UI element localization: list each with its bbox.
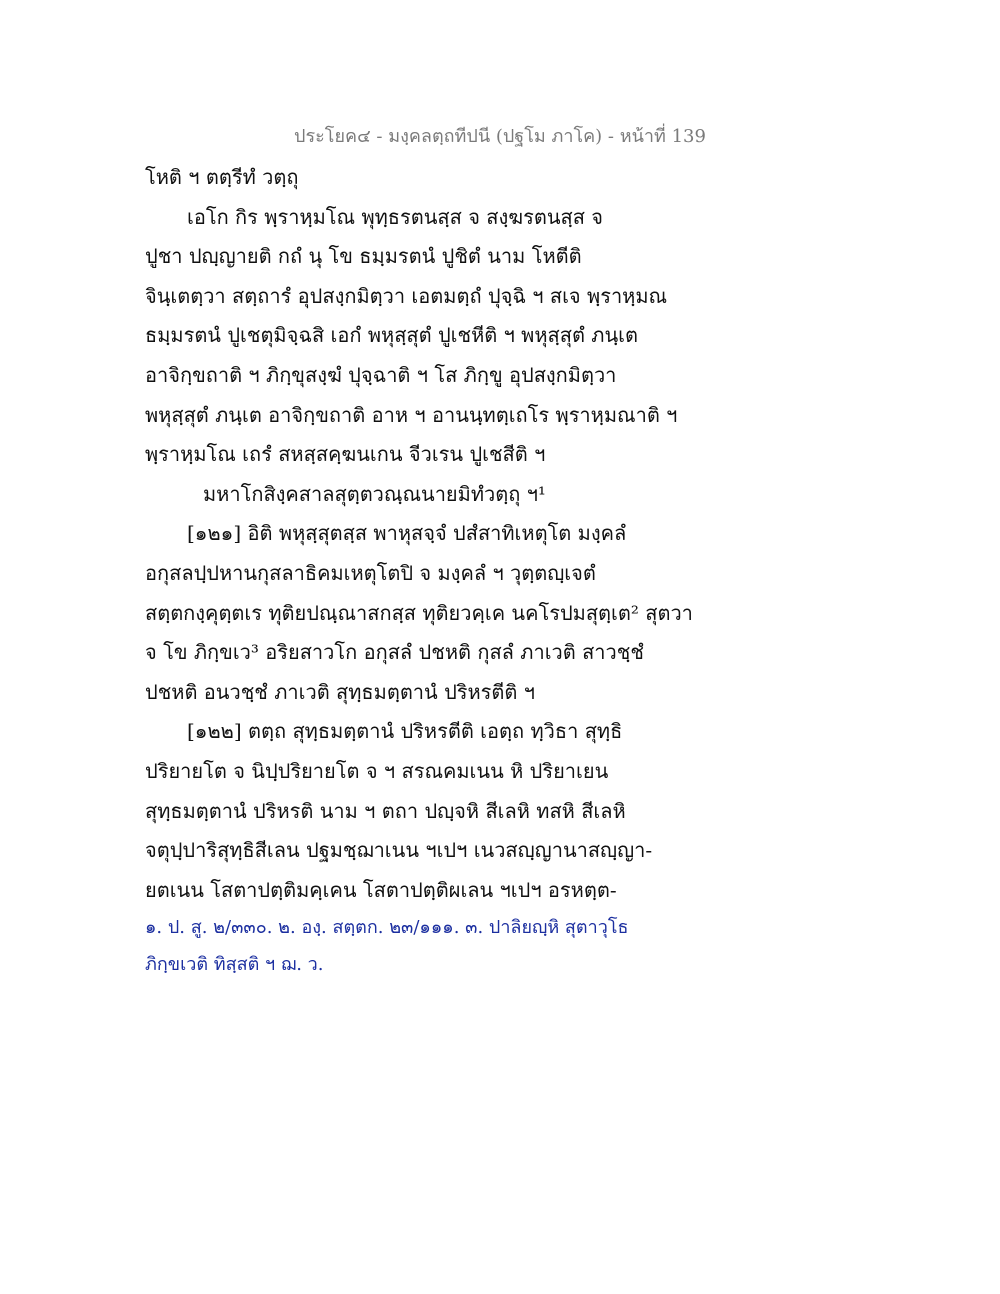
text-line: เอโก กิร พฺราหฺมโณ พุทฺธรตนสฺส จ สงฺฆรตนสฺส จ (187, 204, 603, 229)
text-line: สุทฺธมตฺตานํ ปริหรติ นาม ฯ ตถา ปญฺจหิ สีเลหิ ทสหิ สีเลหิ (145, 798, 626, 823)
text-line: อาจิกฺขถาติ ฯ ภิกฺขุสงฺฆํ ปุจฺฉาติ ฯ โส ภิกฺขู อุปสงฺกมิตฺวา (145, 362, 617, 387)
text-line: จตุปฺปาริสุทฺธิสีเลน ปฐมชฺฌาเนน ฯเปฯ เนวสญฺญานาสญฺญา- (145, 838, 653, 863)
text-line: จินฺเตตฺวา สตฺถารํ อุปสงฺกมิตฺวา เอตมตฺถํ ปุจฺฉิ ฯ สเจ พฺราหฺมณ (145, 283, 668, 308)
text-line: ปริยายโต จ นิปฺปริยายโต จ ฯ สรณคมเนน หิ ปริยาเยน (145, 758, 609, 783)
text-line: จ โข ภิกฺขเว³ อริยสาวโก อกุสลํ ปชหติ กุสลํ ภาเวติ สาวชฺชํ (145, 640, 644, 665)
footnote-line: ๑. ป. สู. ๒/๓๓๐. ๒. องฺ. สตฺตก. ๒๓/๑๑๑. ๓. ปาลิยญฺหิ สุตาวุโธ (145, 917, 629, 938)
body-text (145, 158, 705, 910)
text-line: อกุสลปฺปหานกุสลาธิคมเหตุโตปิ จ มงฺคลํ ฯ วุตฺตญฺเจตํ (145, 560, 596, 585)
text-line: [๑๒๒] ตตฺถ สุทฺธมตฺตานํ ปริหรตีติ เอตฺถ ทฺวิธา สุทฺธิ (187, 719, 623, 744)
running-header: ประโยค๔ - มงฺคลตฺถทีปนี (ปฐโม ภาโค) - หน้าที่ 139 (294, 126, 706, 147)
text-line: สตฺตกงฺคุตฺตเร ทุติยปณฺณาสกสฺส ทุติยวคฺเค นคโรปมสุตฺเต² สุตวา (145, 600, 693, 625)
text-line: ยตเนน โสตาปตฺติมคฺเคน โสตาปตฺติผเลน ฯเปฯ อรหตฺต- (145, 877, 617, 902)
text-line: พฺราหฺมโณ เถรํ สหสฺสคฺฆนเกน จีวเรน ปูเชสีติ ฯ (145, 442, 546, 467)
footnote-line: ภิกฺขเวติ ทิสฺสติ ฯ ฌ. ว. (145, 954, 324, 975)
story-caption: มหาโกสิงฺคสาลสุตฺตวณฺณนายมิทํวตฺถุ ฯ¹ (203, 481, 546, 506)
text-line: ธมฺมรตนํ ปูเชตุมิจฺฉสิ เอกํ พหุสฺสุตํ ปูเชหีติ ฯ พหุสฺสุตํ ภนฺเต (145, 323, 638, 348)
text-line: โหติ ฯ ตตฺรีทํ วตฺถุ (145, 165, 299, 189)
text-line: พหุสฺสุตํ ภนฺเต อาจิกฺขถาติ อาห ฯ อานนฺทตฺเถโร พฺราหฺมณาติ ฯ (145, 402, 678, 427)
text-line: ปชหติ อนวชฺชํ ภาเวติ สุทฺธมตฺตานํ ปริหรตีติ ฯ (145, 679, 535, 704)
footnotes (145, 909, 705, 983)
text-line: ปูชา ปญฺญายติ กถํ นุ โข ธมฺมรตนํ ปูชิตํ นาม โหตีติ (145, 244, 582, 269)
text-line: [๑๒๑] อิติ พหุสฺสุตสฺส พาหุสจฺจํ ปสํสาทิเหตุโต มงฺคลํ (187, 521, 627, 546)
